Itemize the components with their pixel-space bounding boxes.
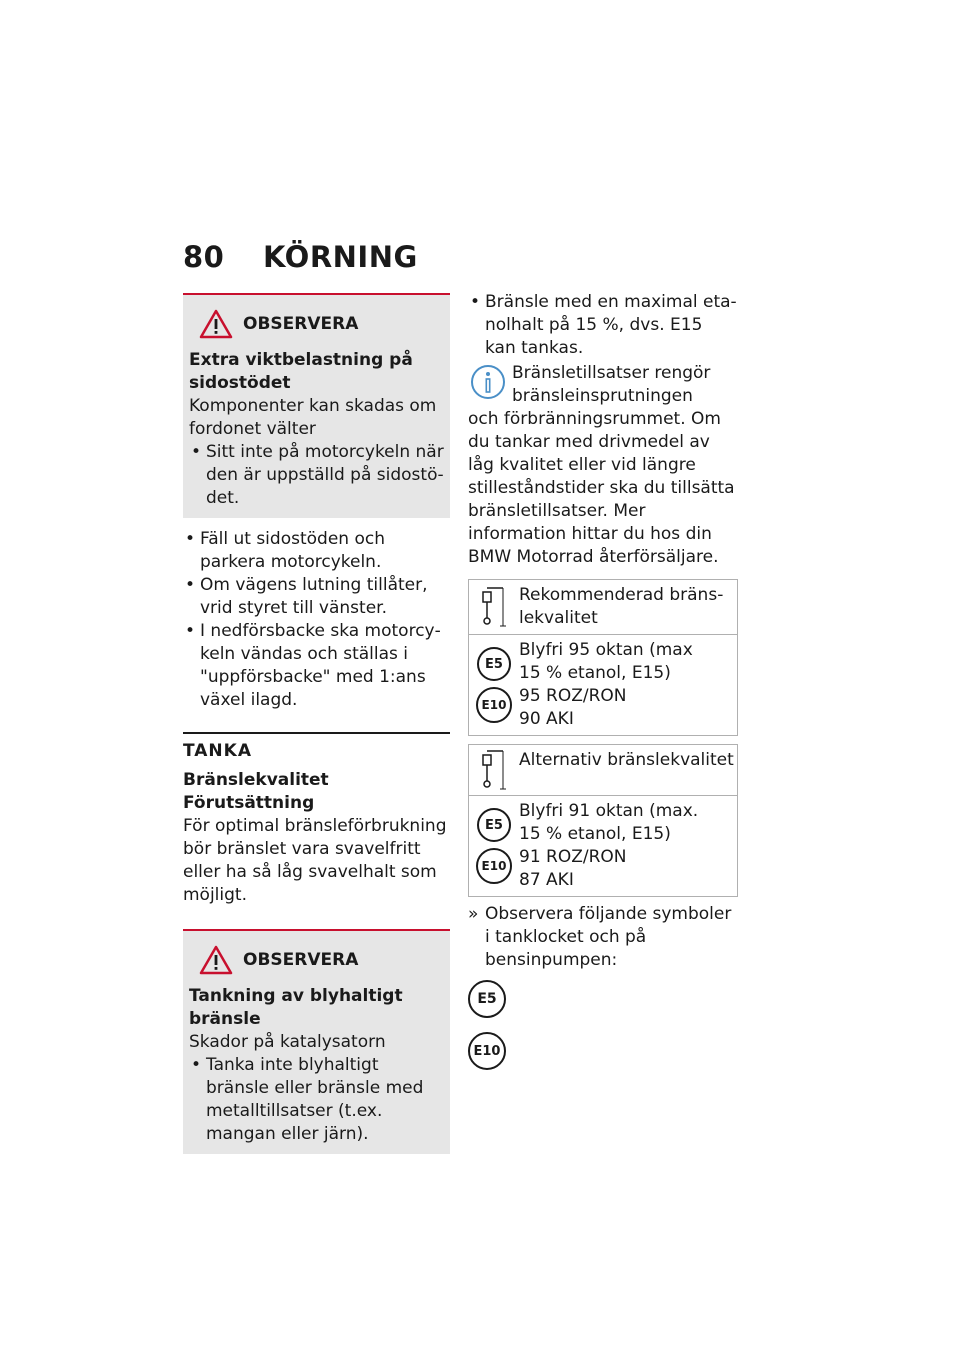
- fuel-table-alternative: [468, 744, 738, 897]
- table-icon-cell: [469, 580, 519, 634]
- list-item: » Observera följande symboler i tanklocket och på bensinpumpen:: [468, 903, 738, 972]
- page-header: [183, 240, 418, 274]
- warning-header: [199, 309, 444, 339]
- observe-list: [468, 903, 738, 972]
- table-row: [469, 580, 737, 635]
- e5-badge-icon: E5: [477, 808, 511, 842]
- warning-list: [189, 1054, 444, 1146]
- warning-triangle-icon: [199, 945, 233, 975]
- list-item: • Om vägens lutning tillåter, vrid styret till vänster.: [183, 574, 450, 620]
- info-lead: Bränsletillsatser rengör bränsleinsprutningen: [512, 363, 711, 406]
- table-row: [469, 745, 737, 796]
- fuel-pump-icon: [477, 749, 511, 791]
- info-icon: [468, 362, 508, 402]
- fuel-line: 87 AKI: [519, 870, 574, 890]
- list-item: • I nedförsbacke ska motorcykeln vändas och ställas i "uppförsbacke" med 1:ans växel ilagd.: [183, 620, 450, 712]
- warning-bullet: • Sitt inte på motorcykeln när den är uppställd på sidostödet.: [189, 441, 444, 510]
- warning-title: OBSERVERA: [243, 313, 359, 334]
- e10-badge-icon: E10: [476, 848, 512, 884]
- fuel-line: Blyfri 91 oktan (max.: [519, 801, 699, 821]
- right-column: [468, 291, 738, 1073]
- page-number: 80: [183, 240, 225, 274]
- table-cell: [519, 635, 693, 735]
- warning-triangle-icon: [199, 309, 233, 339]
- warning-list: [189, 441, 444, 510]
- table-cell: [519, 796, 698, 896]
- table-icon-cell: [469, 796, 519, 896]
- table-header-text: Alternativ bränslekvalitet: [519, 750, 734, 770]
- fuel-line: 15 % etanol, E15): [519, 663, 671, 683]
- warning-heading: Tankning av blyhaltigt bränsle: [189, 986, 403, 1029]
- section-text: För optimal bränsleförbrukning bör bränslet vara svavelfritt eller ha så låg svavelhalt som möjligt.: [183, 816, 447, 905]
- table-icon-cell: [469, 745, 519, 795]
- info-text: och förbränningsrummet. Om du tankar med drivmedel av låg kvalitet eller vid längre stilleståndstider ska du tillsätta bränsletillsatser. Mer information hittar du hos din BMW Motorrad återförsäljare.: [468, 409, 735, 567]
- step-list: [183, 528, 450, 712]
- e10-badge-icon: E10: [468, 1032, 506, 1070]
- page-title: KÖRNING: [263, 240, 418, 274]
- fuel-table-recommended: [468, 579, 738, 736]
- warning-header: [199, 945, 444, 975]
- table-row: [469, 796, 737, 896]
- left-column: [183, 293, 450, 1154]
- e5-badge-icon: E5: [477, 647, 511, 681]
- fuel-line: 95 ROZ/RON: [519, 686, 627, 706]
- subheading-prerequisite: Förutsättning: [183, 793, 315, 813]
- warning-text: Komponenter kan skadas om fordonet välter: [189, 396, 437, 439]
- fuel-line: 15 % etanol, E15): [519, 824, 671, 844]
- warning-title: OBSERVERA: [243, 949, 359, 970]
- fuel-pump-icon: [477, 586, 511, 628]
- warning-text: Skador på katalysatorn: [189, 1032, 386, 1052]
- list-item: • Bränsle med en maximal etanolhalt på 15 %, dvs. E15 kan tankas.: [468, 291, 738, 360]
- warning-bullet: • Tanka inte blyhaltigt bränsle eller bränsle med metalltillsatser (t.ex. mangan eller järn).: [189, 1054, 444, 1146]
- table-icon-cell: [469, 635, 519, 735]
- e10-badge-icon: E10: [476, 687, 512, 723]
- table-header-text: Rekommenderad bränslekvalitet: [519, 585, 724, 628]
- warning-heading: Extra viktbelastning på sidostödet: [189, 350, 413, 393]
- fuel-line: 90 AKI: [519, 709, 574, 729]
- e5-badge-icon: E5: [468, 980, 506, 1018]
- subheading-fuel-quality: Bränslekvalitet: [183, 770, 329, 790]
- fuel-line: Blyfri 95 oktan (max: [519, 640, 693, 660]
- list-item: • Fäll ut sidostöden och parkera motorcykeln.: [183, 528, 450, 574]
- warning-box: [183, 293, 450, 518]
- section-title: TANKA: [183, 732, 450, 763]
- fuel-line: 91 ROZ/RON: [519, 847, 627, 867]
- step-list: [468, 291, 738, 360]
- table-row: [469, 635, 737, 735]
- symbol-list: [468, 980, 738, 1070]
- warning-box: [183, 929, 450, 1154]
- info-block: [468, 362, 738, 408]
